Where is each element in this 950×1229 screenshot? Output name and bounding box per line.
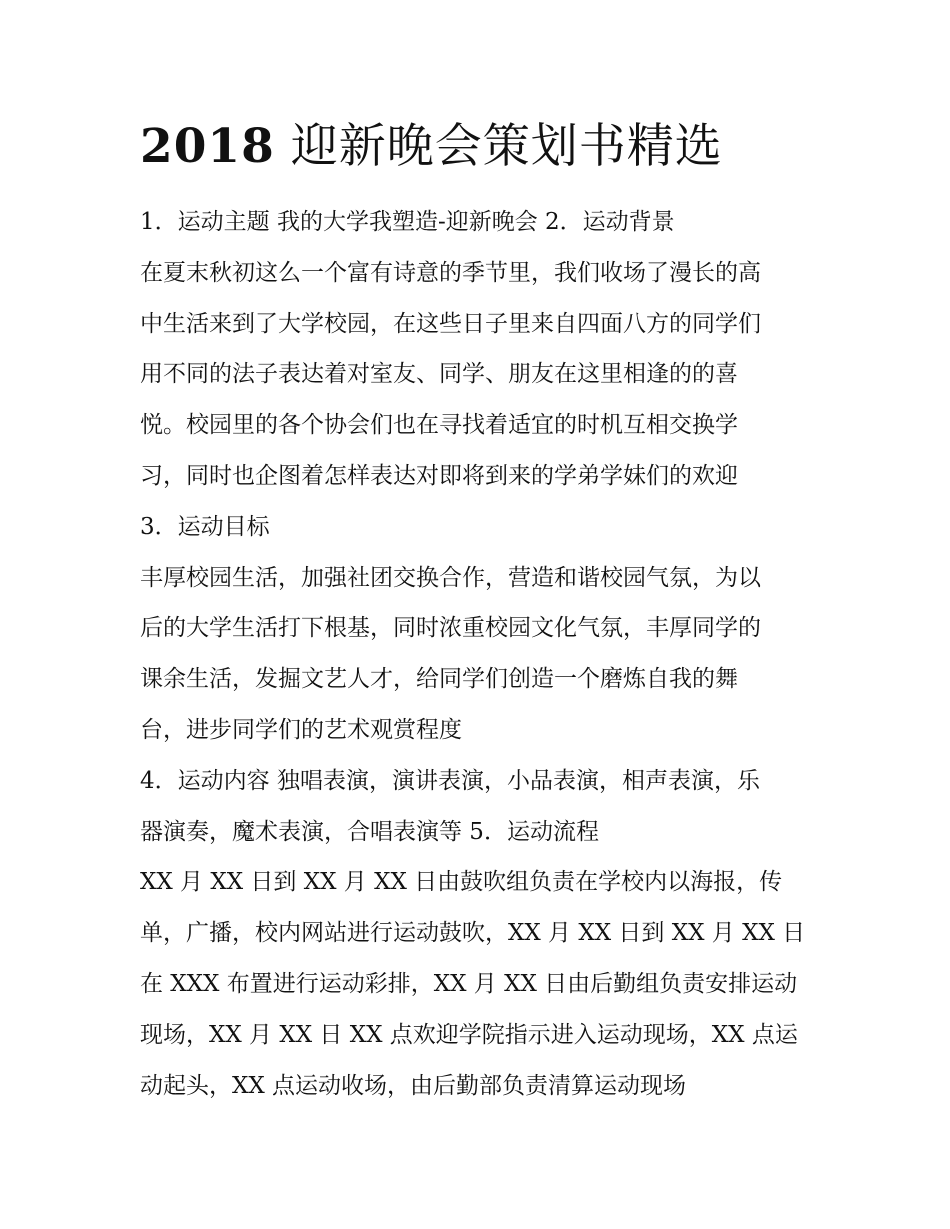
body-line: 用不同的法子表达着对室友、同学、朋友在这里相逢的的喜 <box>140 361 738 388</box>
body-line: 习，同时也企图着怎样表达对即将到来的学弟学妹们的欢迎 <box>140 462 738 489</box>
body-line: 现场，XX 月 XX 日 XX 点欢迎学院指示进入运动现场，XX 点运 <box>140 1021 798 1048</box>
document-title <box>140 116 723 178</box>
body-line: 在 XXX 布置进行运动彩排，XX 月 XX 日由后勤组负责安排运动 <box>140 970 798 997</box>
document-body <box>140 197 830 1111</box>
body-line: 台，进步同学们的艺术观赏程度 <box>140 716 462 743</box>
body-line: 悦。校园里的各个协会们也在寻找着适宜的时机互相交换学 <box>140 412 738 439</box>
body-line: 课余生活，发掘文艺人才，给同学们创造一个磨炼自我的舞 <box>140 666 738 693</box>
body-line: 中生活来到了大学校园，在这些日子里来自四面八方的同学们 <box>140 310 761 337</box>
body-line: 3．运动目标 <box>140 513 270 540</box>
body-line: 后的大学生活打下根基，同时浓重校园文化气氛，丰厚同学的 <box>140 615 761 642</box>
body-line: 4．运动内容 独唱表演，演讲表演，小品表演，相声表演，乐 <box>140 767 760 794</box>
body-line: 器演奏，魔术表演，合唱表演等 5．运动流程 <box>140 818 599 845</box>
title-year: 2018 <box>140 119 275 174</box>
title-text: 迎新晚会策划书精选 <box>290 119 723 174</box>
body-line: 丰厚校园生活，加强社团交换合作，营造和谐校园气氛，为以 <box>140 564 761 591</box>
body-line: 在夏末秋初这么一个富有诗意的季节里，我们收场了漫长的高 <box>140 259 761 286</box>
body-line: 1．运动主题 我的大学我塑造-迎新晚会 2．运动背景 <box>140 209 675 235</box>
body-line: 单，广播，校内网站进行运动鼓吹，XX 月 XX 日到 XX 月 XX 日 <box>140 920 806 947</box>
body-line: XX 月 XX 日到 XX 月 XX 日由鼓吹组负责在学校内以海报，传 <box>140 869 783 896</box>
body-line: 动起头，XX 点运动收场，由后勤部负责清算运动现场 <box>140 1072 687 1099</box>
